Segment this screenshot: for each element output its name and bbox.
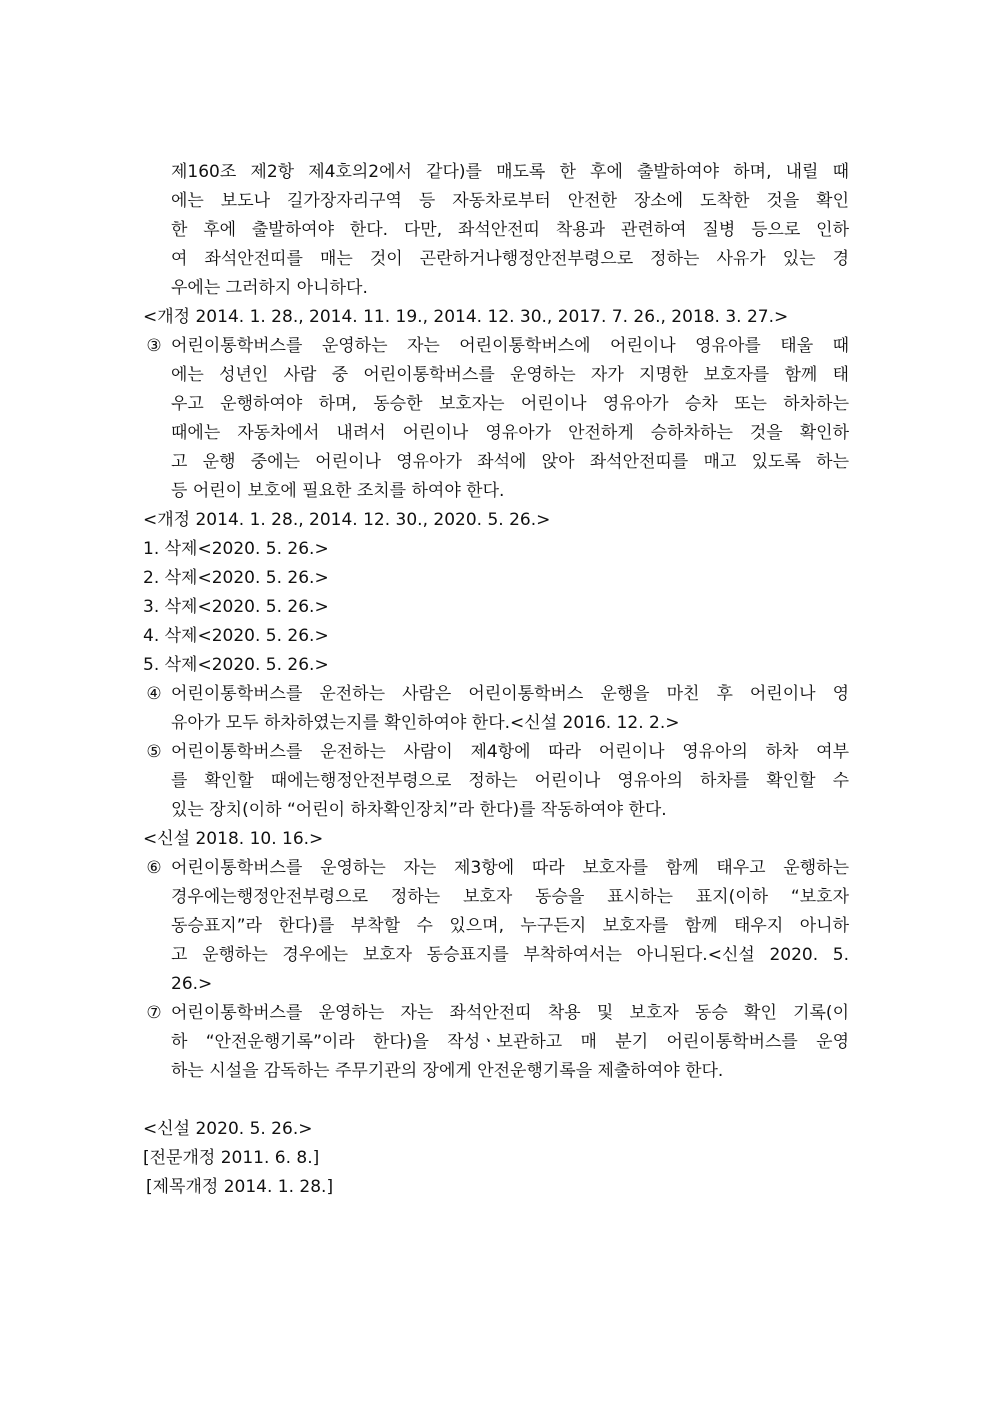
title-revision-note: [제목개정 2014. 1. 28.] [146, 1177, 334, 1197]
paragraph-number-5: ⑤ [146, 742, 162, 762]
para3-line-4: 때에는 자동차에서 내려서 어린이나 영유아가 안전하게 승하차하는 것을 확인하 [171, 423, 849, 443]
para3-line-3: 우고 운행하여야 하며, 동승한 보호자는 어린이나 영유아가 승차 또는 하차하는 [171, 394, 849, 414]
para3-line-6: 등 어린이 보호에 필요한 조치를 하여야 한다. [171, 481, 505, 501]
para3-line-5: 고 운행 중에는 어린이나 영유아가 좌석에 앉아 좌석안전띠를 매고 있도록 하는 [171, 452, 849, 472]
para2-line-4: 여 좌석안전띠를 매는 것이 곤란하거나행정안전부령으로 정하는 사유가 있는 경 [171, 249, 849, 269]
para6-line-5: 26.> [171, 974, 213, 994]
paragraph-number-7: ⑦ [146, 1003, 162, 1023]
para3-line-2: 에는 성년인 사람 중 어린이통학버스를 운영하는 자가 지명한 보호자를 함께 태 [171, 365, 849, 385]
deleted-item-3: 3. 삭제<2020. 5. 26.> [143, 597, 329, 617]
para7-line-1: 어린이통학버스를 운영하는 자는 좌석안전띠 착용 및 보호자 동승 확인 기록(이 [171, 1003, 849, 1023]
para5-line-3: 있는 장치(이하 “어린이 하차확인장치”라 한다)를 작동하여야 한다. [171, 800, 667, 820]
para2-line-5: 우에는 그러하지 아니하다. [171, 278, 368, 298]
amendment-note: <개정 2014. 1. 28., 2014. 11. 19., 2014. 12. 30., 2017. 7. 26., 2018. 3. 27.> [143, 307, 789, 327]
deleted-item-2: 2. 삭제<2020. 5. 26.> [143, 568, 329, 588]
amendment-note: <개정 2014. 1. 28., 2014. 12. 30., 2020. 5. 26.> [143, 510, 551, 530]
deleted-item-4: 4. 삭제<2020. 5. 26.> [143, 626, 329, 646]
paragraph-number-4: ④ [146, 684, 162, 704]
para7-line-2: 하 “안전운행기록”이라 한다)을 작성ㆍ보관하고 매 분기 어린이통학버스를 운영 [171, 1032, 849, 1052]
para6-line-1: 어린이통학버스를 운영하는 자는 제3항에 따라 보호자를 함께 태우고 운행하는 [171, 858, 849, 878]
paragraph-number-3: ③ [146, 336, 162, 356]
para5-line-2: 를 확인할 때에는행정안전부령으로 정하는 어린이나 영유아의 하차를 확인할 수 [171, 771, 849, 791]
para7-line-3: 하는 시설을 감독하는 주무기관의 장에게 안전운행기록을 제출하여야 한다. [171, 1061, 724, 1081]
para3-line-1: 어린이통학버스를 운영하는 자는 어린이통학버스에 어린이나 영유아를 태울 때 [171, 336, 849, 356]
para6-line-2: 경우에는행정안전부령으로 정하는 보호자 동승을 표시하는 표지(이하 “보호자 [171, 887, 849, 907]
paragraph-number-6: ⑥ [146, 858, 162, 878]
para2-line-3: 한 후에 출발하여야 한다. 다만, 좌석안전띠 착용과 관련하여 질병 등으로 인하 [171, 220, 849, 240]
para6-line-3: 동승표지”라 한다)를 부착할 수 있으며, 누구든지 보호자를 함께 태우지 아니하 [171, 916, 849, 936]
para6-line-4: 고 운행하는 경우에는 보호자 동승표지를 부착하여서는 아니된다.<신설 2020. 5. [171, 945, 849, 965]
deleted-item-5: 5. 삭제<2020. 5. 26.> [143, 655, 329, 675]
para2-line-1: 제160조 제2항 제4호의2에서 같다)를 매도록 한 후에 출발하여야 하며, 내릴 때 [171, 162, 849, 182]
para4-line-1: 어린이통학버스를 운전하는 사람은 어린이통학버스 운행을 마친 후 어린이나 영 [171, 684, 849, 704]
para5-line-1: 어린이통학버스를 운전하는 사람이 제4항에 따라 어린이나 영유아의 하차 여부 [171, 742, 849, 762]
para4-line-2: 유아가 모두 하차하였는지를 확인하여야 한다.<신설 2016. 12. 2.> [171, 713, 680, 733]
new-provision-note: <신설 2020. 5. 26.> [143, 1119, 313, 1139]
new-provision-note: <신설 2018. 10. 16.> [143, 829, 324, 849]
full-revision-note: [전문개정 2011. 6. 8.] [143, 1148, 320, 1168]
para2-line-2: 에는 보도나 길가장자리구역 등 자동차로부터 안전한 장소에 도착한 것을 확인 [171, 191, 849, 211]
deleted-item-1: 1. 삭제<2020. 5. 26.> [143, 539, 329, 559]
